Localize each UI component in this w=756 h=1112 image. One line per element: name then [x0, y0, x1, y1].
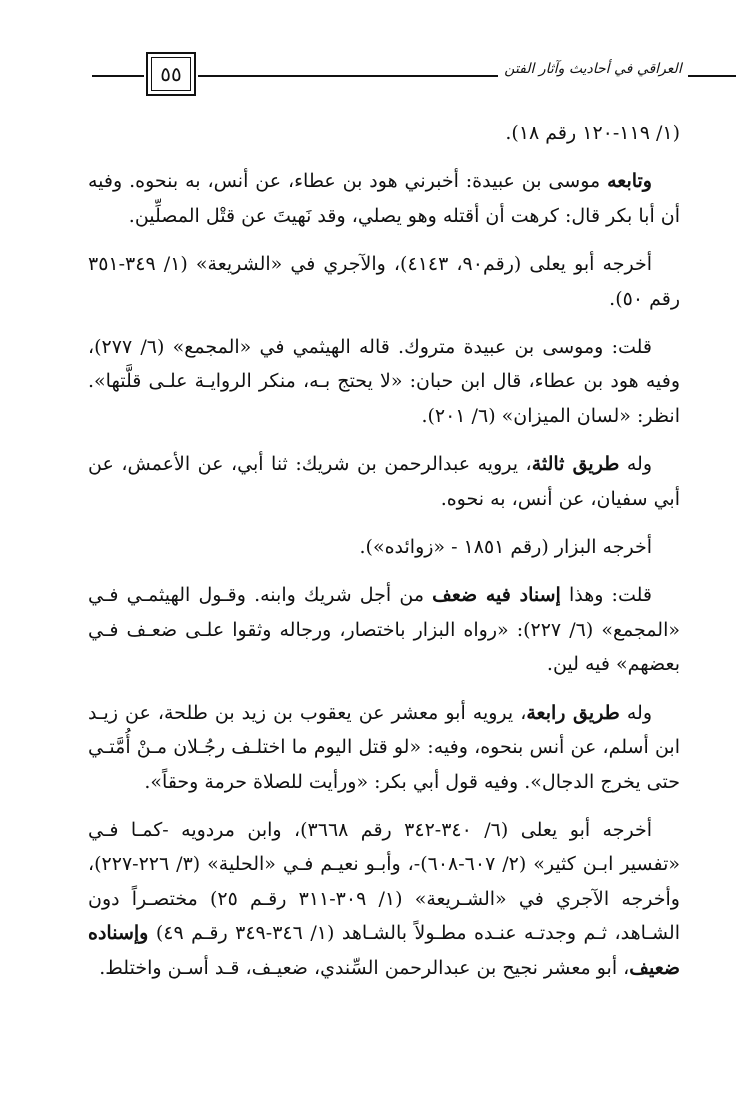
bold-phrase: وإسناده ضعيف	[88, 922, 680, 979]
bold-phrase: طريق ثالثة	[531, 453, 620, 476]
paragraph-p7	[88, 578, 680, 681]
text-run: من أجل شريك وابنه. وقـول الهيثمـي فـي «المجمع» (٦/ ٢٢٧): «رواه البزار باختصار، ورجاله وثقوا علـى ضعـف فـي بعضهم» فيه لين.	[88, 584, 680, 676]
paragraph-p1	[88, 116, 680, 150]
bold-phrase: وتابعه	[607, 170, 652, 193]
text-run: وله	[619, 701, 652, 724]
header-rule-right	[688, 75, 736, 77]
page-header	[92, 44, 692, 100]
text-run: وله	[619, 453, 653, 476]
text-run: قلت: وموسى بن عبيدة متروك. قاله الهيثمي في «المجمع» (٦/ ٢٧٧)، وفيه هود بن عطاء، قال ابن حبان: «لا يحتج بـه، منكر الروايـة علـى قلَّتها». انظر: «لسان الميزان» (٦/ ٢٠١).	[88, 336, 680, 427]
paragraph-p5	[88, 447, 680, 516]
running-book-title: العراقي في أحاديث وآثار الفتن	[504, 61, 682, 77]
text-run: أخرجه أبو يعلى (٦/ ٣٤٠-٣٤٢ رقم ٣٦٦٨)، وابن مردويه -كمـا فـي «تفسير ابـن كثير» (٢/ ٦٠٧-٦٠٨)-، وأبـو نعيـم فـي «الحلية» (٣/ ٢٢٦-٢٢٧)، وأخرجه الآجري في «الشـريعة» (١/ ٣٠٩-٣١١ رقـم ٢٥) مختصـراً دون الشـاهد، ثـم وجدتـه عنـده مطـولاً بالشـاهد (١/ ٣٤٦-٣٤٩ رقـم ٤٩)	[88, 818, 680, 945]
text-run: أخرجه أبو يعلى (رقم٩٠، ٤١٤٣)، والآجري في «الشريعة» (١/ ٣٤٩-٣٥١ رقم ٥٠).	[88, 253, 680, 310]
bold-phrase: طريق رابعة	[526, 701, 620, 724]
header-rule-left	[92, 75, 144, 77]
text-run: موسى بن عبيدة: أخبرني هود بن عطاء، عن أنس، به بنحوه. وفيه أن أبا بكر قال: كرهت أن أقتله وهو يصلي، وقد نَهيتَ عن قتْل المصلِّين.	[88, 170, 680, 227]
paragraph-p6	[88, 530, 680, 564]
paragraph-p3	[88, 247, 680, 316]
paragraph-p8	[88, 696, 680, 799]
text-run: ، يرويه أبو معشر عن يعقوب بن زيد بن طلحة، عن زيـد ابن أسلم، عن أنس بنحوه، وفيه: «لو قتل اليوم ما اختلـف رجُـلان مـنْ أُمَّتـي حتى يخرج الدجال». وفيه قول أبي بكر: «ورأيت للصلاة حرمة وحقاً».	[88, 701, 680, 793]
text-run: (١/ ١١٩-١٢٠ رقم ١٨).	[505, 122, 680, 144]
text-run: ، أبو معشر نجيح بن عبدالرحمن السِّندي، ضعيـف، قـد أسـن واختلط.	[99, 956, 630, 979]
text-run: أخرجه البزار (رقم ١٨٥١ - «زوائده»).	[359, 536, 652, 559]
text-run: ، يرويه عبدالرحمن بن شريك: ثنا أبي، عن الأعمش، عن أبي سفيان، عن أنس، به نحوه.	[88, 453, 680, 510]
paragraph-p9	[88, 813, 680, 985]
page-number-box	[146, 52, 196, 96]
header-rule-middle	[198, 75, 498, 77]
page-number: ٥٥	[160, 62, 182, 86]
page-body	[88, 116, 680, 999]
paragraph-p2	[88, 164, 680, 233]
bold-phrase: إسناد فيه ضعف	[432, 584, 561, 607]
paragraph-p4	[88, 330, 680, 433]
text-run: قلت: وهذا	[560, 584, 652, 607]
